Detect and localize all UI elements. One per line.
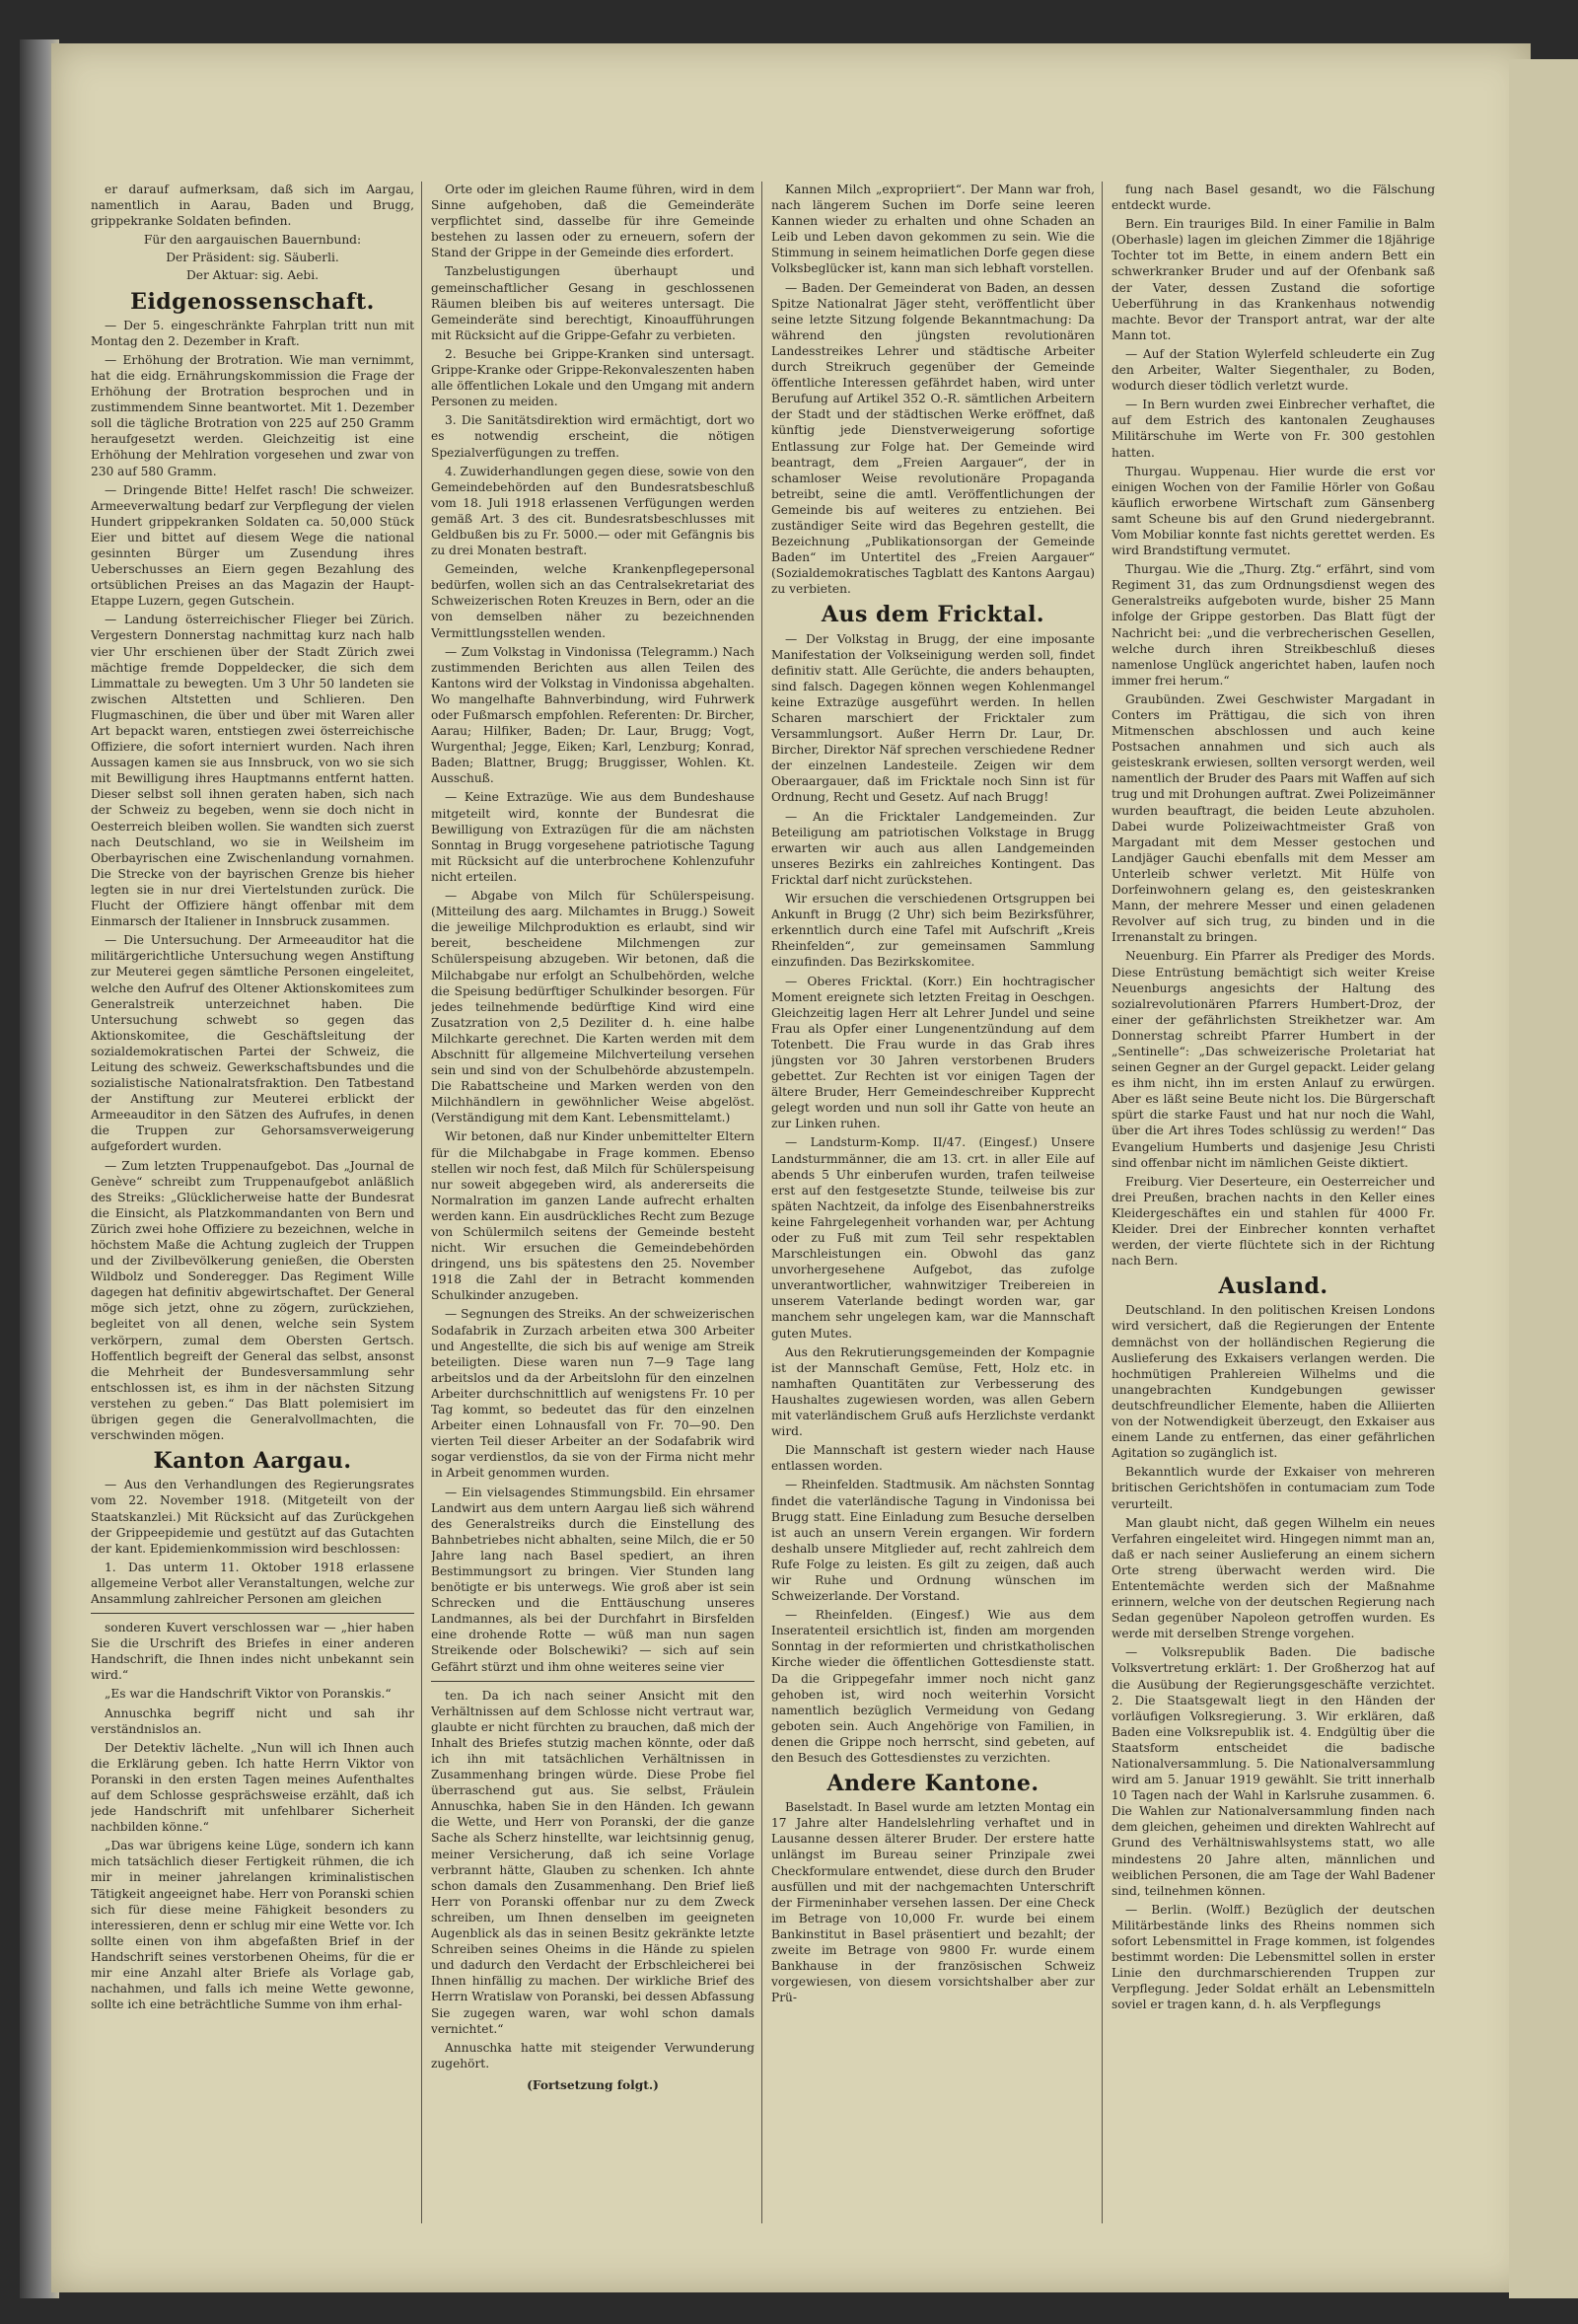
paragraph: — Rheinfelden. (Eingesf.) Wie aus dem Inseratenteil ersichtlich ist, finden am morgenden Sonntag in der reformierten und christkatholischen Kirche wieder die öffentlichen Gottesdienste statt. Da die Grippegefahr immer noch nicht ganz gehoben ist, wird noch weiterhin Vorsicht namentlich bezüglich Vermeidung von Gedang geboten sein. Auch Angehörige von Familien, in denen die Grippe noch herrscht, sind gebeten, auf den Besuch des Gottesdienstes zu verzichten. (771, 1608, 1095, 1765)
paragraph: Thurgau. Wuppenau. Hier wurde die erst vor einigen Wochen von der Familie Hörler von Goßau käuflich erworbene Wirtschaft zum Gänsenberg samt Scheune bis auf den Grund niedergebrannt. Vom Mobiliar konnte fast nichts gerettet werden. Es wird Brandstiftung vermutet. (1112, 464, 1435, 558)
paragraph: Annuschka begriff nicht und sah ihr verständnislos an. (91, 1706, 414, 1736)
paragraph: — Keine Extrazüge. Wie aus dem Bundeshause mitgeteilt wird, konnte der Bundesrat die Bewilligung von Extrazügen für die am nächsten Sonntag in Brugg vorgesehene patriotische Tagung mit Rücksicht auf die unterbrochene Kohlenzufuhr nicht erteilen. (431, 790, 754, 884)
paragraph: — Erhöhung der Brotration. Wie man vernimmt, hat die eidg. Ernährungskommission die Frage der Erhöhung der Brotration besprochen und in zustimmendem Sinne beantwortet. Mit 1. Dezember soll die tägliche Brotration von 225 auf 250 Gramm heraufgesetzt werden. Gleichzeitig ist eine Erhöhung der Mehlration vorgesehen und zwar von 230 auf 580 Gramm. (91, 352, 414, 478)
paragraph: 3. Die Sanitätsdirektion wird ermächtigt, dort wo es notwendig erscheint, die nötigen Spezialverfügungen zu treffen. (431, 413, 754, 460)
paragraph: — Zum letzten Truppenaufgebot. Das „Journal de Genève“ schreibt zum Truppenaufgebot anläßlich des Streiks: „Glücklicherweise hatte der Bundesrat die Einsicht, als Platzkommandanten von Bern und Zürich zwei hohe Offiziere zu bezeichnen, welche in höchstem Maße die Achtung zugleich der Truppen und der Zivilbevölkerung genießen, die Obersten Wildbolz und Sonderegger. Das Regiment Wille dagegen hat definitiv abgewirtschaftet. Der General möge sich jetzt, ohne zu zögern, zurückziehen, begleitet von all denen, welche sein System verkörpern, zumal dem Obersten Gertsch. Hoffentlich begreift der General das selbst, ansonst die Mehrheit der Bundesversammlung sehr entschlossen ist, es ihm in der nächsten Sitzung verstehen zu geben.“ Das Blatt polemisiert im übrigen gegen die Generalvollmachten, die verschwinden mögen. (91, 1158, 414, 1443)
paragraph: er darauf aufmerksam, daß sich im Aargau, namentlich in Aarau, Baden und Brugg, grippekranke Soldaten befinden. (91, 182, 414, 229)
section-heading: Aus dem Fricktal. (821, 602, 1045, 628)
paragraph: Man glaubt nicht, daß gegen Wilhelm ein neues Verfahren eingeleitet wird. Hingegen nimmt man an, daß er nach seiner Auslieferung an einem sichern Orte streng überwacht werden wird. Die Ententemächte werden sich der Maßnahme erinnern, welche von der deutschen Regierung nach Sedan gegenüber Napoleon getroffen wurden. Es werde mit derselben Strenge vorgehen. (1112, 1515, 1435, 1641)
paragraph: Annuschka hatte mit steigender Verwunderung zugehört. (431, 2040, 754, 2070)
signature-line: Der Präsident: sig. Säuberli. (166, 251, 339, 265)
paragraph: 4. Zuwiderhandlungen gegen diese, sowie von den Gemeindebehörden auf den Bundesratsbeschluß vom 18. Juli 1918 erlassenen Verfügungen werden gemäß Art. 3 des cit. Bundesratsbeschlusses mit Geldbußen bis zu Fr. 5000.— oder mit Gefängnis bis zu drei Monaten bestraft. (431, 464, 754, 558)
paragraph: — Auf der Station Wylerfeld schleuderte ein Zug den Arbeiter, Walter Siegenthaler, zu Boden, wodurch dieser tödlich verletzt wurde. (1112, 346, 1435, 394)
paragraph: Orte oder im gleichen Raume führen, wird in dem Sinne aufgehoben, daß die Gemeinderäte verpflichtet sind, dasselbe für ihre Gemeinde bestehen zu lassen oder zu erneuern, sofern der Stand der Grippe in der Gemeinde dies erfordert. (431, 182, 754, 260)
section-heading: Kanton Aargau. (153, 1448, 352, 1475)
paragraph: ten. Da ich nach seiner Ansicht mit den Verhältnissen auf dem Schlosse nicht vertraut war, glaubte er nicht fürchten zu brauchen, daß mich der Inhalt des Briefes stutzig machen könnte, oder daß ich ihn mit tatsächlichen Verhältnissen in Zusammenhang bringen würde. Diese Probe fiel überraschend gut aus. Sie selbst, Fräulein Annuschka, haben Sie in den Händen. Ich gewann die Wette, und Herr von Poranski, der die ganze Sache als Scherz hinstellte, war leichtsinnig genug, meiner Versicherung, daß ich seine Vorlage verbrannt hätte, Glauben zu schenken. Ich ahnte schon damals den Zusammenhang. Den Brief ließ Herr von Poranski offenbar nur zu dem Zweck schreiben, um Ihnen denselben im geeigneten Augenblick als das in seinen Besitz gekränkte letzte Schreiben seines Oheims in die Hände zu spielen und dadurch den Verdacht der Erbschleicherei bei Ihnen hinfällig zu machen. Der wirkliche Brief des Herrn Wratislaw von Poranski, bei dessen Abfassung Sie zugegen waren, war wohl schon damals vernichtet.“ (431, 1688, 754, 2036)
paragraph: — An die Fricktaler Landgemeinden. Zur Beteiligung am patriotischen Volkstage in Brugg erwarten wir auch aus allen Landgemeinden unseres Bezirks ein zahlreiches Kontingent. Das Fricktal darf nicht zurückstehen. (771, 809, 1095, 887)
newspaper-page (51, 43, 1531, 2292)
paragraph: Wir betonen, daß nur Kinder unbemittelter Eltern für die Milchabgabe in Frage kommen. Ebenso stellen wir noch fest, daß Milch für Schülerspeisung nur soweit abgegeben wird, als andererseits die Normalration im ganzen Lande aufrecht erhalten werden kann. Ein ausdrückliches Recht zum Bezuge von Schülermilch seitens der Gemeinde besteht nicht. Wir ersuchen die Gemeindebehörden dringend, uns bis spätestens den 25. November 1918 die Zahl der in Betracht kommenden Schulkinder anzugeben. (431, 1129, 754, 1303)
feuilleton-divider (431, 1681, 754, 1682)
paragraph: — In Bern wurden zwei Einbrecher verhaftet, die auf dem Estrich des kantonalen Zeughauses Militärschuhe im Werte von Fr. 300 gestohlen hatten. (1112, 398, 1435, 460)
col3-paras1 (771, 182, 1095, 597)
column-rule (1102, 182, 1103, 2223)
col3-paras2 (771, 631, 1095, 1767)
paragraph: Kannen Milch „expropriiert“. Der Mann war froh, nach längerem Suchen im Dorfe seine leeren Kannen wieder zu erhalten und ohne Schaden an Leib und Leben davon gekommen zu sein. Wie die Stimmung in seinem heimatlichen Dorfe gegen diese Volksbeglücker ist, kann man sich lebhaft vorstellen. (771, 182, 1095, 276)
paragraph: Wir ersuchen die verschiedenen Ortsgruppen bei Ankunft in Brugg (2 Uhr) sich beim Bezirksführer, erkenntlich durch eine Tafel mit Aufschrift „Kreis Rheinfelden“, zur gemeinsamen Sammlung einzufinden. Das Bezirkskomitee. (771, 892, 1095, 970)
paragraph: Der Detektiv lächelte. „Nun will ich Ihnen auch die Erklärung geben. Ich hatte Herrn Viktor von Poranski in den ersten Tagen meines Aufenthaltes auf dem Schlosse gesprächsweise erzählt, daß ich jede Handschrift mit unfehlbarer Sicherheit nachbilden könne.“ (91, 1740, 414, 1835)
paragraph: — Berlin. (Wolff.) Bezüglich der deutschen Militärbestände links des Rheins nommen sich sofort Lebensmittel in Frage kommen, ist folgendes bestimmt worden: Die Lebensmittel sollen in erster Linie den durchmarschierenden Truppen zur Verpflegung. Jeder Soldat erhält an Lebensmitteln soviel er tragen kann, d. h. als Verpflegungs (1112, 1902, 1435, 2012)
paragraph: — Die Untersuchung. Der Armeeauditor hat die militärgerichtliche Untersuchung wegen Anstiftung zur Meuterei gegen sämtliche Personen eingeleitet, welche den Aufruf des Oltener Aktionskomitees zum Generalstreik unterzeichnet haben. Die Untersuchung schwebt so gegen das Aktionskomitee, die Geschäftsleitung der sozialdemokratischen Partei der Schweiz, die Leitung des schweiz. Gewerkschaftsbundes und die sozialistische Nationalratsfraktion. Den Tatbestand der Anstiftung zur Meuterei erblickt der Armeeauditor in den Sätzen des Aufrufes, in denen die Truppen zur Gehorsamsverweigerung aufgefordert wurden. (91, 933, 414, 1154)
paragraph: Graubünden. Zwei Geschwister Margadant in Conters im Prättigau, die sich von ihren Mitmenschen abschlossen und auch keine Postsachen annahmen und sich auch als geisteskrank erwiesen, sollten versorgt werden, weil namentlich der Bruder des Paars mit Waffen auf sich trug und mit Drohungen auftrat. Zwei Polizeimänner wurden beauftragt, die beiden Leute abzuholen. Dabei wurde Polizeiwachtmeister Graß von Margadant mit dem Messer gestochen und Landjäger Gauchi ebenfalls mit dem Messer am Unterleib schwer verletzt. Mit Hülfe von Dorfeinwohnern gelang es, den geisteskranken Mann, der mehrere Messer und einen geladenen Revolver auf sich trug, zu binden und in die Irrenanstalt zu bringen. (1112, 691, 1435, 945)
column-rule (761, 182, 762, 2223)
paragraph: — Aus den Verhandlungen des Regierungsrates vom 22. November 1918. (Mitgeteilt von der Staatskanzlei.) Mit Rücksicht auf das Zurückgehen der Grippeepidemie und gestützt auf das Gutachten der kant. Epidemienkommission wird beschlossen: (91, 1478, 414, 1556)
col1-story (91, 1620, 414, 2012)
paragraph: Freiburg. Vier Deserteure, ein Oesterreicher und drei Preußen, brachen nachts in den Keller eines Kleidergeschäftes ein und stahlen für 4000 Fr. Kleider. Drei der Einbrecher konnten verhaftet werden, der vierte flüchtete sich in der Richtung nach Bern. (1112, 1174, 1435, 1269)
paragraph: — Oberes Fricktal. (Korr.) Ein hochtragischer Moment ereignete sich letzten Freitag in Oeschgen. Gleichzeitig lagen Herr alt Lehrer Jundel und seine Frau als Opfer einer Lungenentzündung auf dem Totenbett. Die Frau wurde in das Grab ihres jüngsten vor 30 Jahren verstorbenen Bruders gebettet. Zur Rechten ist vor einigen Tagen der ältere Bruder, Herr Gemeindeschreiber Kupprecht gelegt worden und nun soll ihr Gatte von heute an zur Linken ruhen. (771, 974, 1095, 1131)
paragraph: „Es war die Handschrift Viktor von Poranskis.“ (105, 1687, 392, 1702)
paragraph: — Zum Volkstag in Vindonissa (Telegramm.) Nach zustimmenden Berichten aus allen Teilen des Kantons wird der Volkstag in Vindonissa abgehalten. Wo mangelhafte Bahnverbindung, wird Fuhrwerk oder Fußmarsch empfohlen. Referenten: Dr. Bircher, Aarau; Hilfiker, Baden; Dr. Laur, Brugg; Vogt, Wurgenthal; Jegge, Eiken; Karl, Lenzburg; Konrad, Baden; Blattner, Brugg; Bruggisser, Wohlen. Kt. Ausschuß. (431, 644, 754, 786)
paragraph: 1. Das unterm 11. Oktober 1918 erlassene allgemeine Verbot aller Veranstaltungen, welche zur Ansammlung zahlreicher Personen am gleichen (91, 1560, 414, 1606)
continuation-note: (Fortsetzung folgt.) (527, 2077, 659, 2092)
paragraph: — Segnungen des Streiks. An der schweizerischen Sodafabrik in Zurzach arbeiten etwa 300 Arbeiter und Angestellte, die sich bis auf wenige am Streik beteiligten. Diese waren nun 7—9 Tage lang arbeitslos und da der Arbeitslohn für den einzelnen Arbeiter durchschnittlich auf wenigstens Fr. 10 per Tag kommt, so bedeutet das für den einzelnen Arbeiter einen Lohnausfall von Fr. 70—90. Den vierten Teil dieser Arbeiter an der Sodafabrik wird sogar verdienstlos, da sie von der Firma nicht mehr in Arbeit genommen wurden. (431, 1307, 754, 1481)
paragraph: Bekanntlich wurde der Exkaiser von mehreren britischen Gerichtshöfen in contumaciam zum Tode verurteilt. (1112, 1465, 1435, 1511)
paragraph: Baselstadt. In Basel wurde am letzten Montag ein 17 Jahre alter Handelslehrling verhaftet und in Lausanne dessen älterer Bruder. Der erstere hatte unlängst im Bureau seiner Prinzipale zwei Checkformulare entwendet, diese durch den Bruder ausfüllen und mit der nachgemachten Unterschrift der Firmeninhaber versehen lassen. Der eine Check im Betrage von 10,000 Fr. wurde bei einem Bankinstitut in Basel präsentiert und bezahlt; der zweite im Betrage von 9800 Fr. wurde einem Bankhause in der französischen Schweiz vorgewiesen, von diesem vorsichtshalber aber zur Prü- (771, 1800, 1095, 2005)
paragraph: — Der 5. eingeschränkte Fahrplan tritt nun mit Montag den 2. Dezember in Kraft. (91, 318, 414, 348)
paragraph: Gemeinden, welche Krankenpflegepersonal bedürfen, wollen sich an das Centralsekretariat des Schweizerischen Roten Kreuzes in Bern, oder an die von demselben näher zu bezeichnenden Vermittlungsstellen wenden. (431, 562, 754, 640)
paragraph: — Volksrepublik Baden. Die badische Volksvertretung erklärt: 1. Der Großherzog hat auf die Ausübung der Regierungsgeschäfte verzichtet. 2. Die Staatsgewalt liegt in den Händen der vorläufigen Volksregierung. 3. Wir erklären, daß Baden eine Volksrepublik ist. 4. Endgültig über die Staatsform entscheidet die badische Nationalversammlung. 5. Die Nationalversammlung wird am 5. Januar 1919 gewählt. Sie tritt innerhalb 10 Tagen nach der Wahl in Karlsruhe zusammen. 6. Die Wahlen zur Nationalversammlung finden nach dem gleichen, geheimen und direkten Wahlrecht auf Grund des Verhältniswahlsystems statt, wo alle mindestens 20 Jahre alten, männlichen und weiblichen Personen, die am Tage der Wahl Badener sind, teilnehmen können. (1112, 1645, 1435, 1898)
paragraph: — Landsturm-Komp. II/47. (Eingesf.) Unsere Landsturmmänner, die am 13. crt. in aller Eile auf abends 5 Uhr einberufen wurden, trafen teilweise erst auf den festgesetzte Stunde, teilweise bis zur späten Nachtzeit, da infolge des Eisenbahnerstreiks keine Fahrgelegenheit vorhanden war, per Achtung oder zu Fuß mit zum Teil sehr respektablen Marschleistungen ein. Obwohl das ganz unvorhergesehene Aufgebot, das zufolge unverantwortlicher, wahnwitziger Treibereien in unserem Vaterlande bedingt worden war, gar manchem sehr ungelegen kam, war die Mannschaft guten Mutes. (771, 1135, 1095, 1341)
adjacent-page-edge (1509, 59, 1578, 2298)
col4-paras2 (1112, 1302, 1435, 2012)
column-4 (1112, 182, 1435, 2016)
paragraph: — Baden. Der Gemeinderat von Baden, an dessen Spitze Nationalrat Jäger steht, veröffentlicht über seine letzte Sitzung folgende Bekanntmachung: Da während den jüngsten revolutionären Landesstreikes Lehrer und städtische Arbeiter durch Streikruch gegenüber der Gemeinde öffentliche Interessen gefährdet haben, wird unter Berufung auf Artikel 352 O.-R. sämtlichen Arbeitern der Stadt und der städtischen Werke eröffnet, daß künftig jede Dienstverweigerung sofortige Entlassung zur Folge hat. Der Gemeinde wird beantragt, dem „Freien Aargauer“, der in schamloser Weise revolutionäre Propaganda betreibt, seine die amtl. Veröffentlichungen der Gemeinde bis auf weiteres zu entziehen. Bei zuständiger Seite wird das Begehren gestellt, die Bezeichnung „Publikationsorgan der Gemeinde Baden“ im Untertitel des „Freien Aargauer“ (Sozialdemokratisches Tagblatt des Kantons Aargau) zu verbieten. (771, 280, 1095, 597)
paragraph: — Abgabe von Milch für Schülerspeisung. (Mitteilung des aarg. Milchamtes in Brugg.) Soweit die jeweilige Milchproduktion es erlaubt, sind wir bereit, bescheidene Milchmengen zur Schülerspeisung abzugeben. Wir betonen, daß die Milchabgabe nur erfolgt an Schulbehörden, welche die Speisung bedürftiger Schulkinder besorgen. Für jedes teilnehmende bedürftige Kind wird eine Zusatzration von 2,5 Deziliter d. h. eine halbe Milchkarte gerechnet. Die Karten werden mit dem Abschnitt für allgemeine Milchverteilung versehen sein und sind von der Schulbehörde abzustempeln. Die Rabattscheine und Marken werden von den Milchhändlern in gewöhnlicher Weise abgelöst. (Verständigung mit dem Kant. Lebensmittelamt.) (431, 889, 754, 1126)
paragraph: Thurgau. Wie die „Thurg. Ztg.“ erfährt, sind vom Regiment 31, das zum Ordnungsdienst wegen des Generalstreiks aufgeboten wurde, bisher 25 Mann infolge der Grippe gestorben. Das Blatt fügt der Nachricht bei: „und die verbrecherischen Gesellen, welche durch ihren Streikbeschluß dieses namenlose Unglück angerichtet haben, laufen noch immer frei herum.“ (1112, 562, 1435, 688)
paragraph: 2. Besuche bei Grippe-Kranken sind untersagt. Grippe-Kranke oder Grippe-Rekonvaleszenten haben alle öffentlichen Lokale und den Umgang mit andern Personen zu meiden. (431, 346, 754, 409)
col1-top (91, 182, 414, 284)
col3-paras3 (771, 1799, 1095, 2005)
col1-paras1 (91, 318, 414, 1444)
paragraph: — Dringende Bitte! Helfet rasch! Die schweizer. Armeeverwaltung bedarf zur Verpflegung der vielen Hundert grippekranken Soldaten ca. 50,000 Stück Eier und bittet auf diesem Wege die national gesinnten Bürger um Zusendung ihres Ueberschusses an Eiern gegen Bezahlung des ortsüblichen Preises an das Magazin der Haupt-Etappe Luzern, gegen Gutschein. (91, 482, 414, 609)
section-heading: Eidgenossenschaft. (130, 288, 375, 315)
feuilleton-divider (91, 1613, 414, 1614)
paragraph: „Das war übrigens keine Lüge, sondern ich kann mich tatsächlich dieser Fertigkeit rühmen, die ich mir in meiner jahrelangen kriminalistischen Tätigkeit angeeignet habe. Herr von Poranski schien sich für diese meine Fähigkeit besonders zu interessieren, denn er schlug mir eine Wette vor. Ich sollte einen von ihm abgefaßten Brief in der Handschrift seines verstorbenen Oheims, für die er mir eine Anzahl alter Briefe als Vorlage gab, nachahmen, und falls ich meine Wette gewonne, sollte ich eine beträchtliche Summe von ihm erhal- (91, 1839, 414, 2012)
column-2 (431, 182, 754, 2093)
paragraph: Tanzbelustigungen überhaupt und gemeinschaftlicher Gesang in geschlossenen Räumen bleiben bis auf weiteres untersagt. Die Gemeinderäte sind berechtigt, Kinoaufführungen mit Rücksicht auf die Grippe-Gefahr zu verbieten. (431, 264, 754, 342)
paragraph: Neuenburg. Ein Pfarrer als Prediger des Mords. Diese Entrüstung bemächtigt sich weiter Kreise Neuenburgs angesichts der Haltung des sozialrevolutionären Pfarrers Humbert-Droz, der einer der gefährlichsten Streikhetzer war. Am Donnerstag schreibt Pfarrer Humbert in der „Sentinelle“: „Das schweizerische Proletariat hat seinen Gegner an der Gurgel gepackt. Leider gelang es ihm nicht, ihn im ersten Anlauf zu erwürgen. Aber es läßt seine Beute nicht los. Die Bürgerschaft spürt die starke Faust und hat nur noch die Wahl, über die Art ihres Todes schlüssig zu werden!“ Das Evangelium Humberts und dasjenige Jesu Christi sind offenbar nicht im nämlichen Geiste diktiert. (1112, 949, 1435, 1170)
col4-paras1 (1112, 182, 1435, 1269)
paragraph: — Landung österreichischer Flieger bei Zürich. Vergestern Donnerstag nachmittag kurz nach halb vier Uhr erschienen über der Stadt Zürich zwei mächtige fremde Doppeldecker, die sich dem Limmattale zu bewegten. Um 3 Uhr 50 landeten sie zwischen Altstetten und Schlieren. Den Flugmaschinen, die über und über mit Waren aller Art bepackt waren, entstiegen zwei österreichische Offiziere, die sofort interniert wurden. Nach ihren Aussagen kamen sie aus Innsbruck, von wo sie sich mit Bewilligung ihres Hauptmanns entfernt hatten. Dieser selbst soll ihnen geraten haben, sich nach der Schweiz zu begeben, wenn sie doch nicht in Oesterreich bleiben wollen. Sie wandten sich zuerst nach Deutschland, wo sie in Weilsheim im Oberbayrischen eine Zwischenlandung vornahmen. Die Strecke von der bayrischen Grenze bis hieher legten sie in nur drei Viertelstunden zurück. Die Flucht der Offiziere hängt offenbar mit dem Einmarsch der Italiener in Innsbruck zusammen. (91, 613, 414, 929)
paragraph: Bern. Ein trauriges Bild. In einer Familie in Balm (Oberhasle) lagen im gleichen Zimmer die 18jährige Tochter tot im Bette, in einem andern Bett ein schwerkranker Bruder und auf der Ofenbank saß der Vater, dessen Zustand die sofortige Ueberführung in das Krankenhaus notwendig machte. Bevor der Transport antrat, war der alte Mann tot. (1112, 217, 1435, 342)
paragraph: fung nach Basel gesandt, wo die Fälschung entdeckt wurde. (1112, 182, 1435, 213)
paragraph: Deutschland. In den politischen Kreisen Londons wird versichert, daß die Regierungen der Entente demnächst von der holländischen Regierung die Auslieferung des Exkaisers verlangen werden. Die hochmütigen Prahlereien Wilhelms und die unangebrachten Kundgebungen gewisser deutschfreundlicher Elemente, haben die Alliierten von der Notwendigkeit überzeugt, den Exkaiser aus einem Lande zu entfernen, das einer gefährlichen Agitation so zugänglich ist. (1112, 1303, 1435, 1461)
col2-story (431, 1688, 754, 2093)
col2-paras1 (431, 182, 754, 1675)
paragraph: Die Mannschaft ist gestern wieder nach Hause entlassen worden. (771, 1443, 1095, 1474)
column-3 (771, 182, 1095, 2008)
paragraph: Aus den Rekrutierungsgemeinden der Kompagnie ist der Mannschaft Gemüse, Fett, Holz etc. in namhaften Quantitäten zur Verbesserung des Haushaltes zugewiesen worden, was allen Gebern mit vaterländischem Gruß aufs Herzlichste verdankt wird. (771, 1344, 1095, 1439)
paragraph: — Ein vielsagendes Stimmungsbild. Ein ehrsamer Landwirt aus dem untern Aargau ließ sich während des Generalstreiks durch die Einstellung des Bahnbetriebes nicht abhalten, seine Milch, die er 50 Jahre lang nach Basel spediert, an ihren Bestimmungsort zu bringen. Vier Stunden lang benötigte er bis unterwegs. Wie groß aber ist sein Schrecken und die Enttäuschung unseres Landmannes, als bei der Durchfahrt in Birsfelden eine drohende Rotte — wüß man nun sagen Streikende oder Bolschewiki? — sich auf sein Gefährt stürzt und ihm ohne weiteres seine vier (431, 1485, 754, 1674)
column-rule (421, 182, 422, 2223)
section-heading: Andere Kantone. (826, 1771, 1040, 1797)
paragraph: sonderen Kuvert verschlossen war — „hier haben Sie die Urschrift des Briefes in einer anderen Handschrift, die Ihnen indes nicht unbekannt sein wird.“ (91, 1621, 414, 1683)
signature-line: Der Aktuar: sig. Aebi. (186, 268, 319, 283)
paragraph: — Der Volkstag in Brugg, der eine imposante Manifestation der Volkseinigung werden soll, findet definitiv statt. Alle Gerüchte, die anders behaupten, sind falsch. Dagegen können wegen Kohlenmangel keine Extrazüge ausgeführt werden. In hellen Scharen marschiert der Fricktaler zum Versammlungsort. Außer Herrn Dr. Laur, Dr. Bircher, Direktor Näf sprechen verschiedene Redner der einzelnen Landesteile. Zeigen wir dem Oberaargauer, daß im Fricktale noch Sinn ist für Ordnung, Recht und Gesetz. Auf nach Brugg! (771, 631, 1095, 805)
section-heading: Ausland. (1218, 1273, 1328, 1300)
col1-paras2 (91, 1477, 414, 1607)
signature-line: Für den aargauischen Bauernbund: (143, 233, 362, 248)
column-1 (91, 182, 414, 2015)
paragraph: — Rheinfelden. Stadtmusik. Am nächsten Sonntag findet die vaterländische Tagung in Vindonissa bei Brugg statt. Eine Einladung zum Besuche derselben ist auch an unsern Verein ergangen. Wir fordern deshalb unsere Mitglieder auf, recht zahlreich dem Rufe Folge zu leisten. Es gilt zu zeigen, daß auch wir Ruhe und Ordnung wünschen im Schweizerlande. Der Vorstand. (771, 1478, 1095, 1604)
